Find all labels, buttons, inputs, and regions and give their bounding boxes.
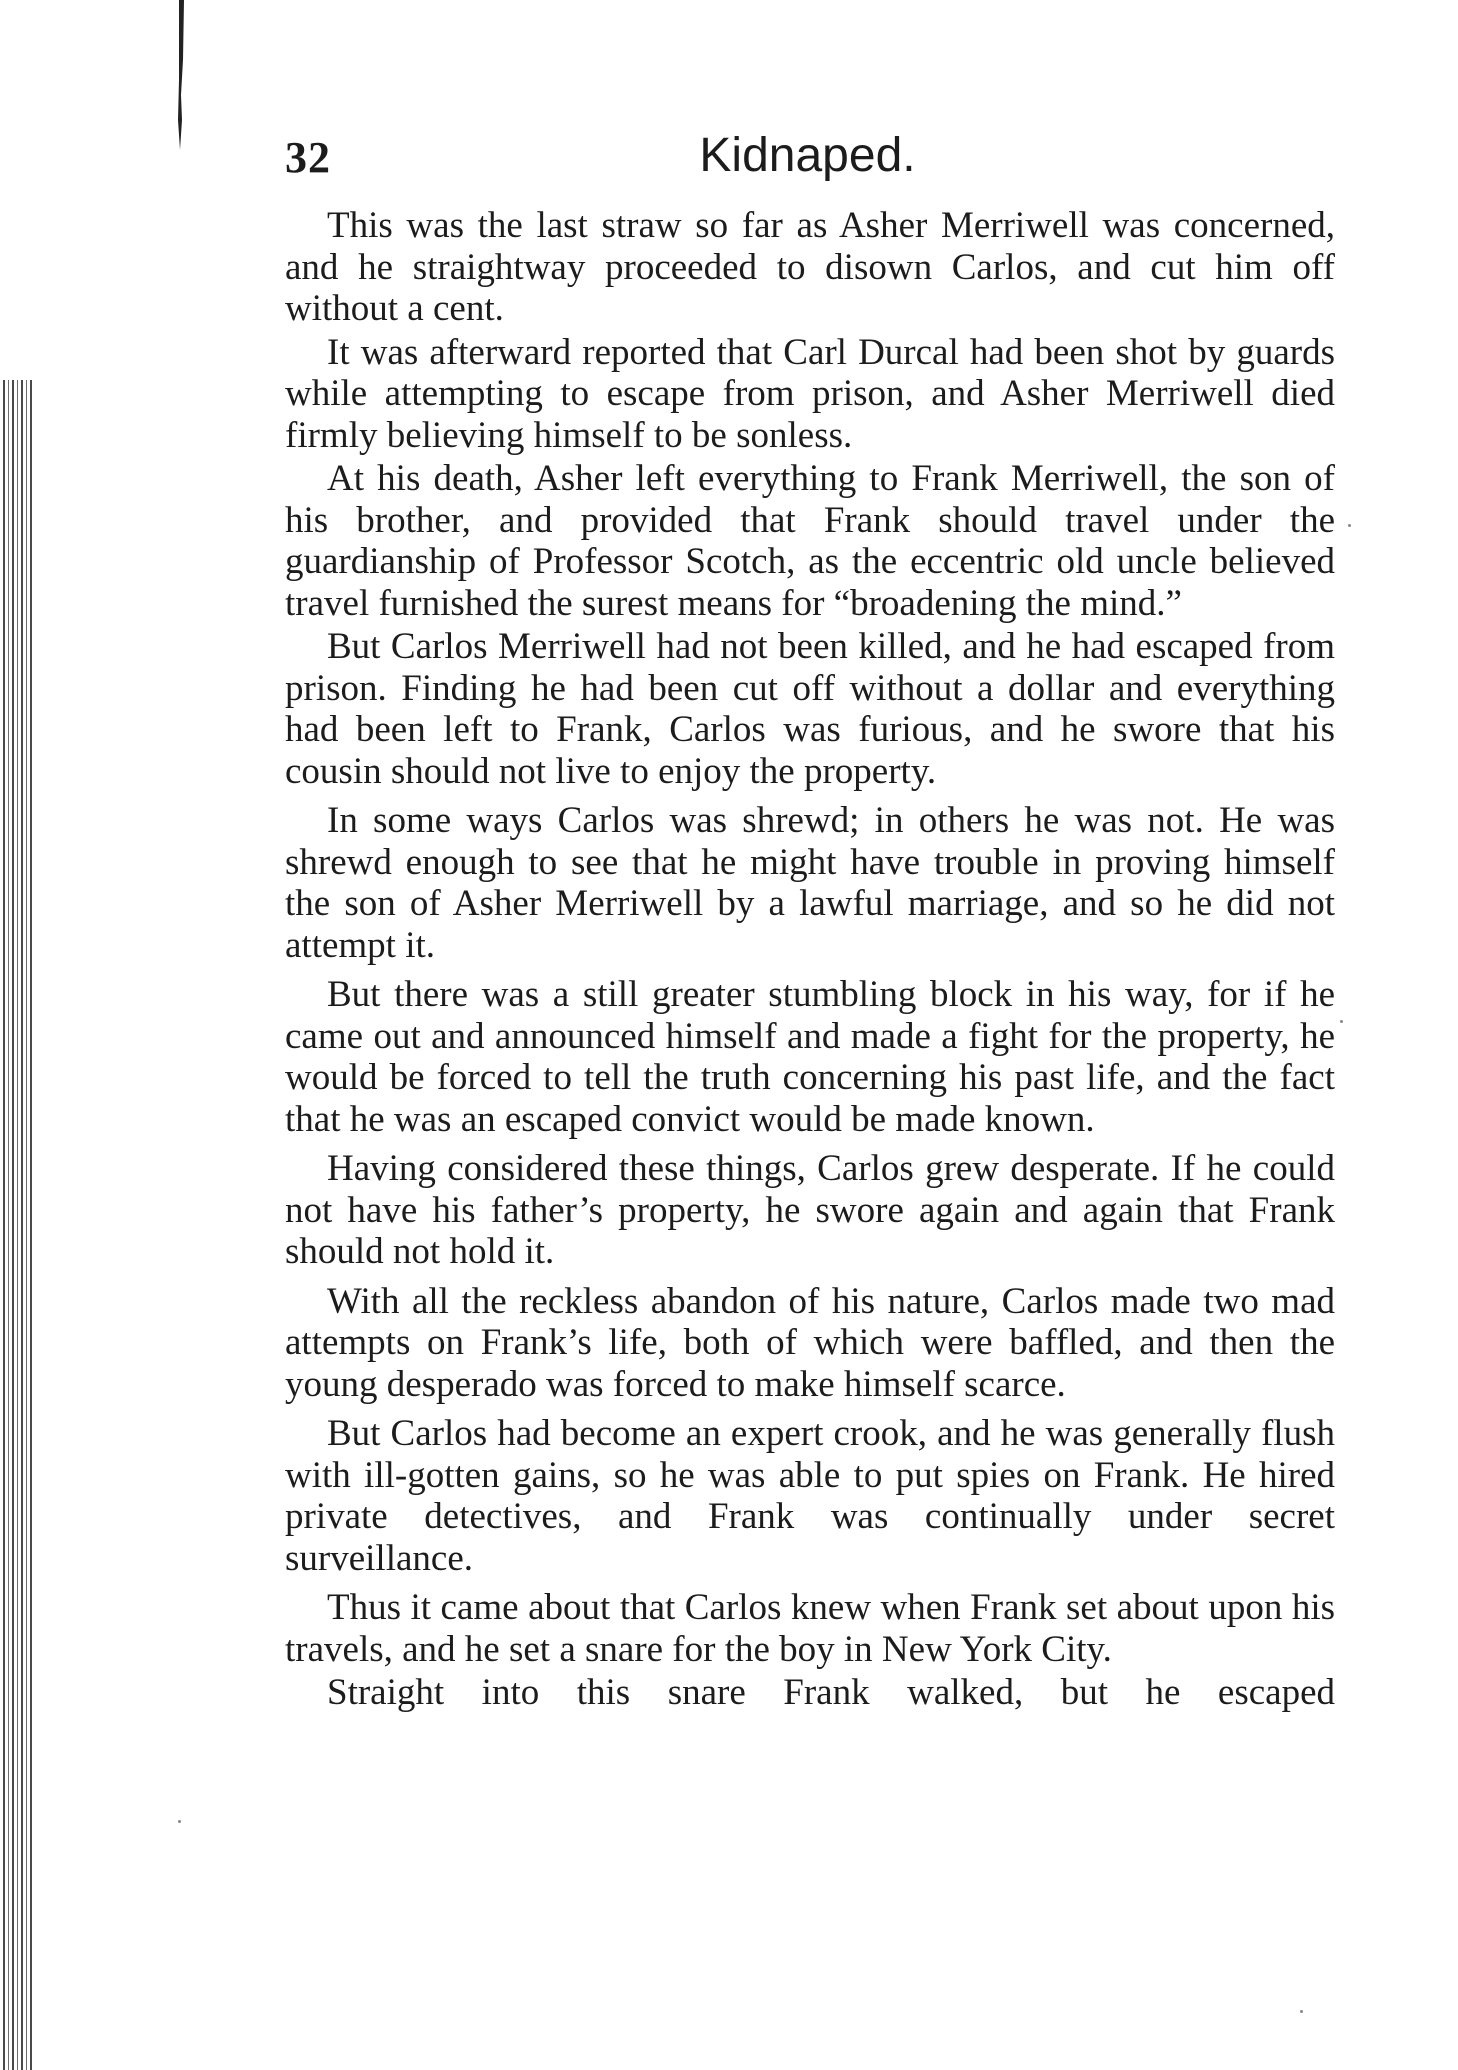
scan-speck (1340, 1020, 1343, 1023)
paragraph: With all the reckless abandon of his nature, Carlos made two mad attempts on Frank’s life, both of which were baffled, and then the young desperado was forced to make himself scarce. (285, 1280, 1335, 1405)
paragraph: But Carlos Merriwell had not been killed, and he had escaped from prison. Finding he had been cut off without a dollar and everything had been left to Frank, Carlos was furious, and he swore that his cousin should not live to enjoy the property. (285, 626, 1335, 792)
paragraph: Having considered these things, Carlos grew desperate. If he could not have his father’s property, he swore again and again that Frank should not hold it. (285, 1148, 1335, 1272)
paragraph: But Carlos had become an expert crook, and he was generally flush with ill-gotten gains, so he was able to put spies on Frank. He hired private detectives, and Frank was continually under secret surveillance. (285, 1413, 1335, 1579)
binding-mark (175, 0, 187, 150)
body-text (285, 205, 1335, 1716)
page-number: 32 (285, 133, 331, 182)
page-header (285, 128, 1330, 188)
scan-speck (178, 1820, 181, 1823)
page-binding-edge (0, 380, 34, 2070)
scan-speck (1300, 2010, 1303, 2013)
paragraph: At his death, Asher left everything to Frank Merriwell, the son of his brother, and provided that Frank should travel under the guardianship of Professor Scotch, as the eccentric old uncle believed travel furnished the surest means for “broadening the mind.” (285, 458, 1335, 624)
paragraph: This was the last straw so far as Asher Merriwell was concerned, and he straightway proceeded to disown Carlos, and cut him off without a cent. (285, 205, 1335, 329)
paragraph: Thus it came about that Carlos knew when Frank set about upon his travels, and he set a snare for the boy in New York City. (285, 1587, 1335, 1670)
paragraph: Straight into this snare Frank walked, but he escaped (327, 1672, 1335, 1713)
paragraph: But there was a still greater stumbling block in his way, for if he came out and announced himself and made a fight for the property, he would be forced to tell the truth concerning his past life, and the fact that he was an escaped convict would be made known. (285, 974, 1335, 1140)
paragraph: It was afterward reported that Carl Durcal had been shot by guards while attempting to escape from prison, and Asher Merriwell died firmly believing himself to be sonless. (285, 331, 1335, 456)
running-title: Kidnaped. (699, 129, 916, 182)
paragraph: In some ways Carlos was shrewd; in others he was not. He was shrewd enough to see that he might have trouble in proving himself the son of Asher Merriwell by a lawful marriage, and so he did not attempt it. (285, 800, 1335, 966)
scan-speck (1348, 524, 1351, 527)
